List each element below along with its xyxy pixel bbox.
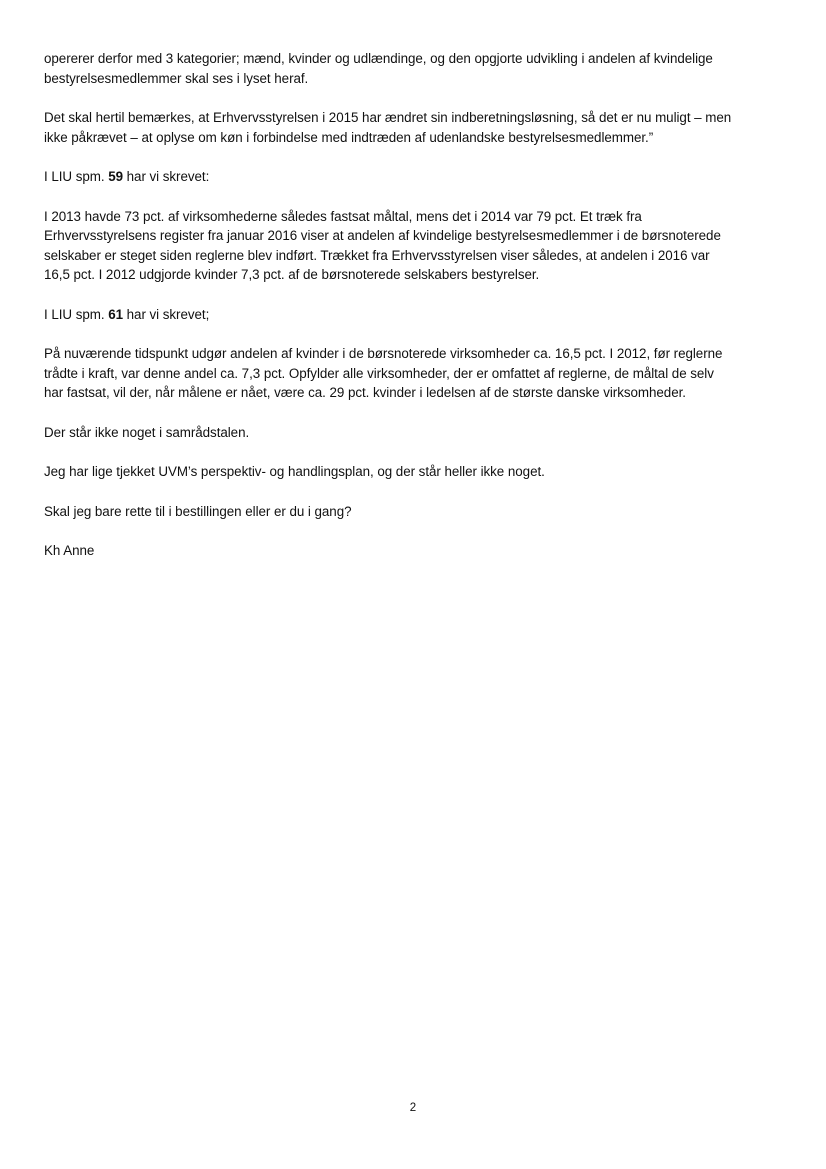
text-line: trådte i kraft, var denne andel ca. 7,3 pct. Opfylder alle virksomheder, der er omfattet af reglerne, de måltal de selv <box>44 365 714 381</box>
paragraph-registration-note <box>44 108 784 147</box>
paragraph-liu-61-intro <box>44 305 784 325</box>
text-line: Der står ikke noget i samrådstalen. <box>44 424 250 440</box>
signature <box>44 541 784 561</box>
paragraph-samradstale <box>44 423 784 443</box>
text-suffix: har vi skrevet: <box>122 169 210 184</box>
text-line: har fastsat, vil der, når målene er nået, være ca. 29 pct. kvinder i ledelsen af de største danske virksomheder. <box>44 385 686 400</box>
text-line: ikke påkrævet – at oplyse om køn i forbindelse med indtræden af udenlandske bestyrelsesmedlemmer.” <box>44 129 654 145</box>
paragraph-categories <box>44 49 784 88</box>
text-line: På nuværende tidspunkt udgør andelen af kvinder i de børsnoterede virksomheder ca. 16,5 pct. I 2012, før reglerne <box>44 346 723 361</box>
text-line: Det skal hertil bemærkes, at Erhvervsstyrelsen i 2015 har ændret sin indberetningsløsning, så det er nu muligt – men <box>44 110 732 125</box>
question-number: 59 <box>108 169 123 184</box>
text-prefix: I LIU spm. <box>44 169 109 184</box>
text-line: Skal jeg bare rette til i bestillingen eller er du i gang? <box>44 503 352 519</box>
document-body <box>44 49 784 581</box>
text-line: opererer derfor med 3 kategorier; mænd, kvinder og udlændinge, og den opgjorte udvikling i andelen af kvindelige <box>44 51 713 66</box>
text-line: selskaber er steget siden reglerne blev indført. Trækket fra Erhvervsstyrelsen viser således, at andelen i 2016 var <box>44 247 710 263</box>
page-number: 2 <box>409 1102 417 1114</box>
question-number: 61 <box>108 306 123 322</box>
text-line: I 2013 havde 73 pct. af virksomhederne således fastsat måltal, mens det i 2014 var 79 pct. Et træk fra <box>44 208 642 224</box>
text-prefix: I LIU spm. <box>44 306 109 322</box>
text-line: bestyrelsesmedlemmer skal ses i lyset heraf. <box>44 70 309 86</box>
text-line: Jeg har lige tjekket UVM’s perspektiv- og handlingsplan, og der står heller ikke noget. <box>44 464 545 479</box>
text-suffix: har vi skrevet; <box>122 306 210 322</box>
paragraph-liu-59-answer <box>44 207 784 285</box>
text-line: Erhvervsstyrelsens register fra januar 2016 viser at andelen af kvindelige bestyrelsesmedlemmer i de børsnoterede <box>44 228 721 243</box>
paragraph-liu-59-intro <box>44 167 784 187</box>
text-line: Kh Anne <box>44 543 95 558</box>
paragraph-uvm-plan <box>44 462 784 482</box>
paragraph-question <box>44 502 784 522</box>
paragraph-liu-61-answer <box>44 344 784 403</box>
text-line: 16,5 pct. I 2012 udgjorde kvinder 7,3 pct. af de børsnoterede selskabers bestyrelser. <box>44 267 540 282</box>
